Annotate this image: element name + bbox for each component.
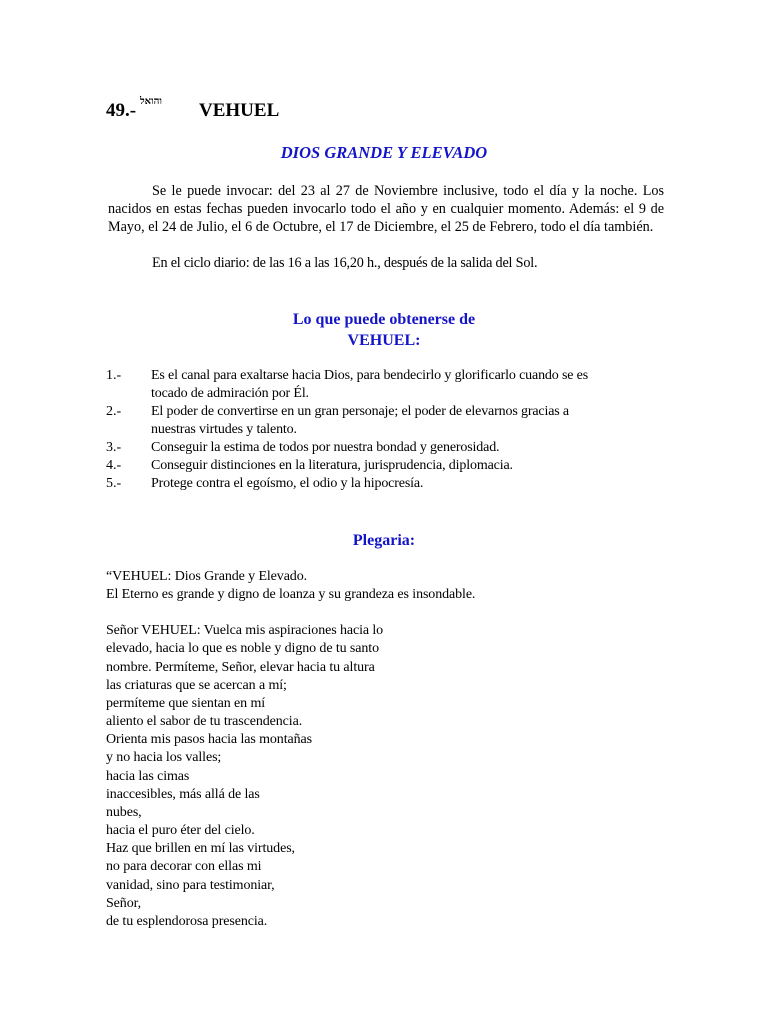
list-item — [106, 457, 666, 475]
prayer-line: hacia las cimas — [106, 768, 190, 784]
obtain-list — [106, 367, 666, 493]
prayer-line: nombre. Permíteme, Señor, elevar hacia tu altura — [106, 659, 375, 675]
list-item — [106, 475, 666, 493]
list-item-text-continued: nuestras virtudes y talento. — [151, 422, 297, 437]
entry-number: 49.- — [106, 100, 137, 121]
prayer-line: nubes, — [106, 804, 142, 820]
obtain-section-title — [0, 309, 768, 351]
prayer-title: Plegaria: — [352, 532, 416, 549]
list-item-text: Es el canal para exaltarse hacia Dios, para bendecirlo y glorificarlo cuando se es — [151, 368, 589, 383]
angel-name: VEHUEL — [199, 100, 280, 121]
list-item-number: 4.- — [106, 458, 122, 473]
list-item — [106, 439, 666, 457]
prayer-line: no para decorar con ellas mi — [106, 859, 262, 875]
obtain-title-line2: VEHUEL: — [347, 332, 421, 349]
list-item-text: El poder de convertirse en un gran personaje; el poder de elevarnos gracias a — [151, 404, 569, 419]
list-item-number: 5.- — [106, 476, 122, 491]
list-item-text: Protege contra el egoísmo, el odio y la hipocresía. — [151, 476, 424, 491]
prayer-line: hacia el puro éter del cielo. — [106, 823, 255, 839]
prayer-line: vanidad, sino para testimoniar, — [106, 877, 275, 893]
daily-cycle-paragraph: En el ciclo diario: de las 16 a las 16,20 h., después de la salida del Sol. — [152, 255, 538, 271]
prayer-line: aliento el sabor de tu trascendencia. — [106, 714, 303, 730]
prayer-line: inaccesibles, más allá de las — [106, 786, 260, 802]
prayer-line: El Eterno es grande y digno de loanza y su grandeza es insondable. — [106, 587, 476, 603]
prayer-line: Señor VEHUEL: Vuelca mis aspiraciones hacia lo — [106, 623, 384, 639]
subtitle: DIOS GRANDE Y ELEVADO — [280, 143, 488, 162]
list-item-text: Conseguir distinciones en la literatura, jurisprudencia, diplomacia. — [151, 458, 513, 473]
list-item — [106, 403, 666, 439]
prayer-line: de tu esplendorosa presencia. — [106, 913, 268, 929]
prayer-blank-line — [106, 604, 475, 622]
list-item — [106, 367, 666, 403]
prayer-line: y no hacia los valles; — [106, 750, 222, 766]
obtain-title-line1: Lo que puede obtenerse de — [292, 311, 476, 328]
prayer-line: elevado, hacia lo que es noble y digno de tu santo — [106, 641, 379, 657]
prayer-line: “VEHUEL: Dios Grande y Elevado. — [106, 569, 308, 584]
prayer-text — [106, 568, 475, 931]
prayer-line: las criaturas que se acercan a mí; — [106, 677, 287, 693]
prayer-line: permíteme que sientan en mí — [106, 695, 266, 711]
prayer-line: Señor, — [106, 895, 142, 911]
list-item-number: 3.- — [106, 440, 122, 455]
list-item-text-continued: tocado de admiración por Él. — [151, 386, 309, 401]
list-item-number: 1.- — [106, 368, 122, 383]
hebrew-name: והואל — [140, 96, 162, 107]
prayer-line: Orienta mis pasos hacia las montañas — [106, 732, 312, 748]
prayer-line: Haz que brillen en mí las virtudes, — [106, 841, 295, 857]
intro-paragraph-text: Se le puede invocar: del 23 al 27 de Noviembre inclusive, todo el día y la noche. Los nacidos en estas fechas pueden invocarlo todo el año y en cualquier momento. Además: el 9 de Mayo, el 24 de Julio, el 6 de Octubre, el 17 de Diciembre, el 25 de Febrero, todo el día también. — [108, 183, 664, 235]
list-item-number: 2.- — [106, 404, 122, 419]
intro-paragraph — [108, 182, 664, 236]
list-item-text: Conseguir la estima de todos por nuestra bondad y generosidad. — [151, 440, 500, 455]
